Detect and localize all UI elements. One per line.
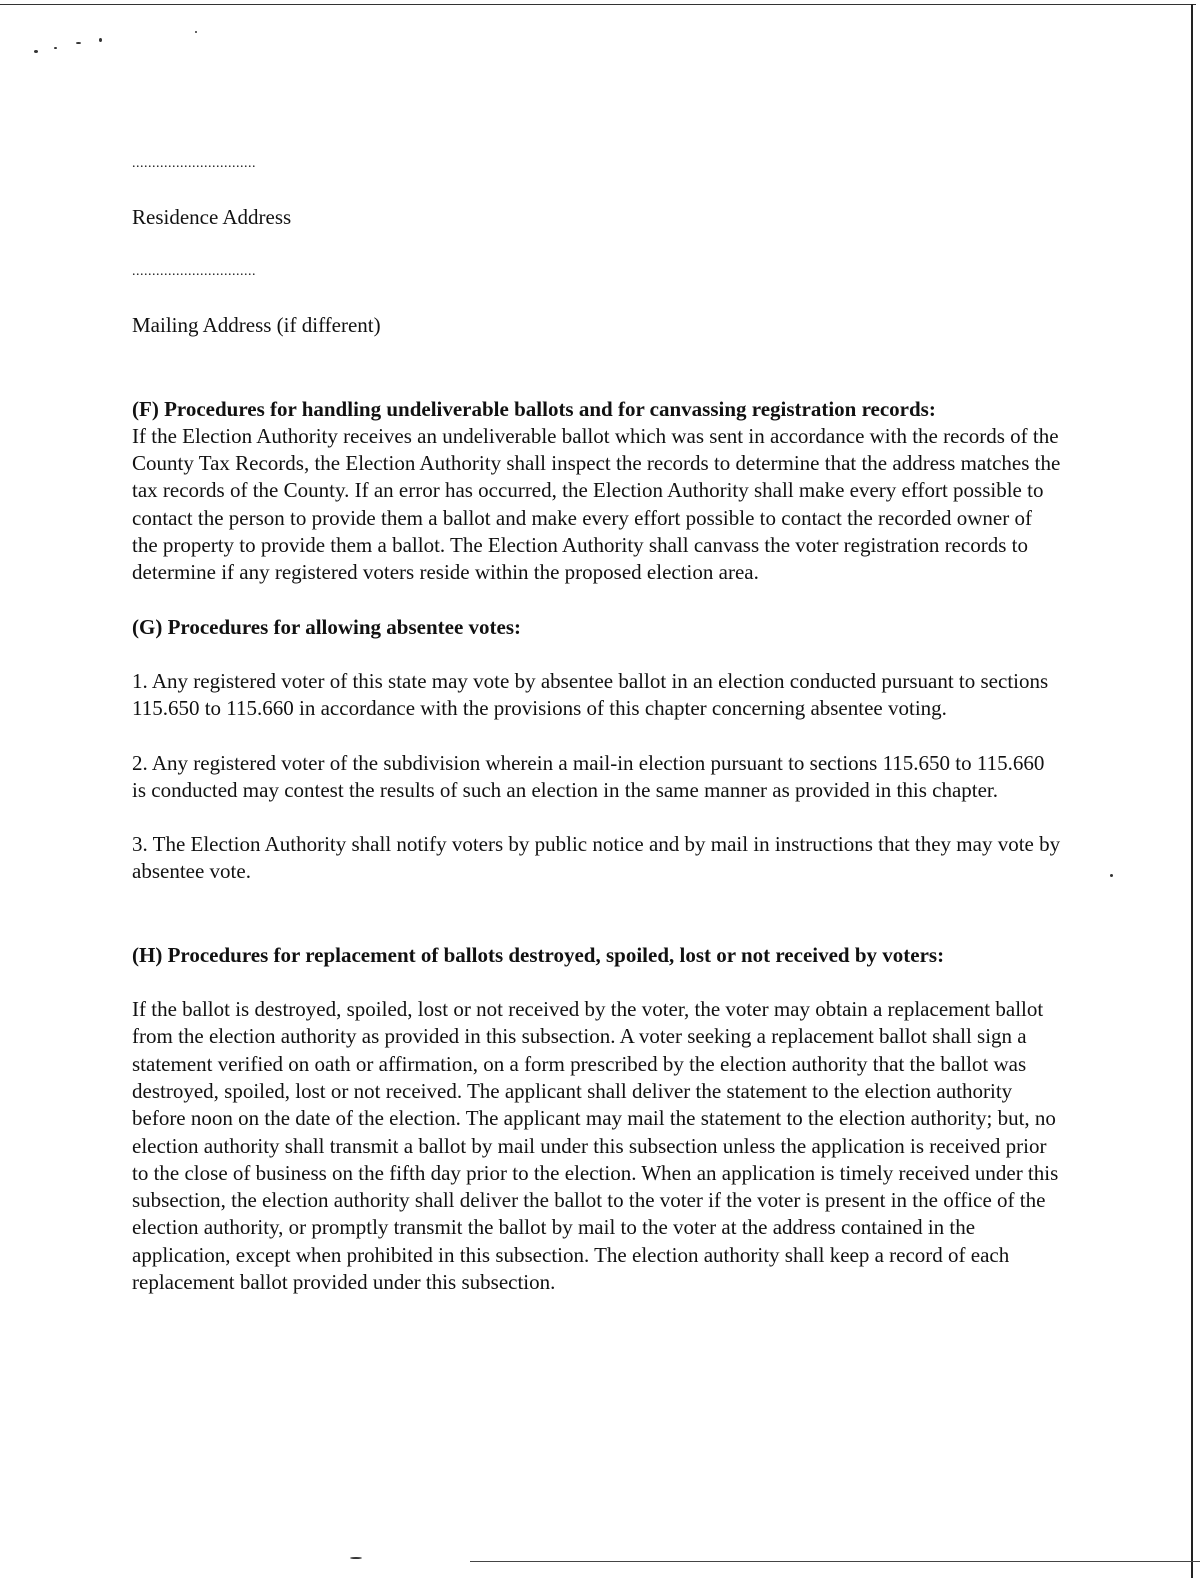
scan-speck <box>76 42 81 44</box>
residence-address-line: ............................... <box>132 156 256 171</box>
scan-speck <box>54 47 57 49</box>
section-f-body: If the Election Authority receives an undeliverable ballot which was sent in accordance with the records of the County Tax Records, the Election Authority shall inspect the records to determine that the address matches the tax records of the County. If an error has occurred, the Election Authority shall make every effort possible to contact the person to provide them a ballot and make every effort possible to contact the recorded owner of the property to provide them a ballot. The Election Authority shall canvass the voter registration records to determine if any registered voters reside within the proposed election area. <box>132 423 1061 585</box>
section-g-heading: (G) Procedures for allowing absentee votes: <box>132 614 522 639</box>
section-h-body: If the ballot is destroyed, spoiled, lost or not received by the voter, the voter may obtain a replacement ballot from the election authority as provided in this subsection. A voter seeking a replacement ballot shall sign a statement verified on oath or affirmation, on a form prescribed by the election authority that the ballot was destroyed, spoiled, lost or not received. The applicant shall deliver the statement to the election authority before noon on the date of the election. The applicant may mail the statement to the election authority; but, no election authority shall transmit a ballot by mail under this subsection unless the application is received prior to the close of business on the fifth day prior to the election. When an application is timely received under this subsection, the election authority shall deliver the ballot to the voter if the voter is present in the office of the election authority, or promptly transmit the ballot by mail to the voter at the address contained in the application, except when prohibited in this subsection. The election authority shall keep a record of each replacement ballot provided under this subsection. <box>132 997 1059 1295</box>
section-g-item-1: 1. Any registered voter of this state may vote by absentee ballot in an election conducted pursuant to sections 115.650 to 115.660 in accordance with the provisions of this chapter concerning absentee voting. <box>132 668 1049 721</box>
section-h-heading: (H) Procedures for replacement of ballots destroyed, spoiled, lost or not received by voters: <box>132 942 945 967</box>
section-f-heading: (F) Procedures for handling undeliverable ballots and for canvassing registration records: <box>132 396 936 421</box>
mailing-address-line: ............................... <box>132 264 256 280</box>
scan-edge-right <box>1191 4 1193 1578</box>
scan-speck <box>350 1557 362 1559</box>
scan-edge-bottom <box>470 1561 1200 1562</box>
residence-address-label: Residence Address <box>132 205 292 229</box>
scan-speck <box>99 38 102 42</box>
scan-speck <box>195 31 197 33</box>
scan-speck <box>34 50 38 53</box>
section-g-item-2: 2. Any registered voter of the subdivision wherein a mail-in election pursuant to sections 115.650 to 115.660 is conducted may contest the results of such an election in the same manner as provided in this chapter. <box>132 750 1045 802</box>
mailing-address-label: Mailing Address (if different) <box>132 313 381 338</box>
scan-edge-top <box>0 4 1196 5</box>
scan-speck <box>1110 874 1113 877</box>
section-g-item-3: 3. The Election Authority shall notify voters by public notice and by mail in instructions that they may vote by absentee vote. <box>132 832 1061 884</box>
document-body <box>132 150 1062 1296</box>
